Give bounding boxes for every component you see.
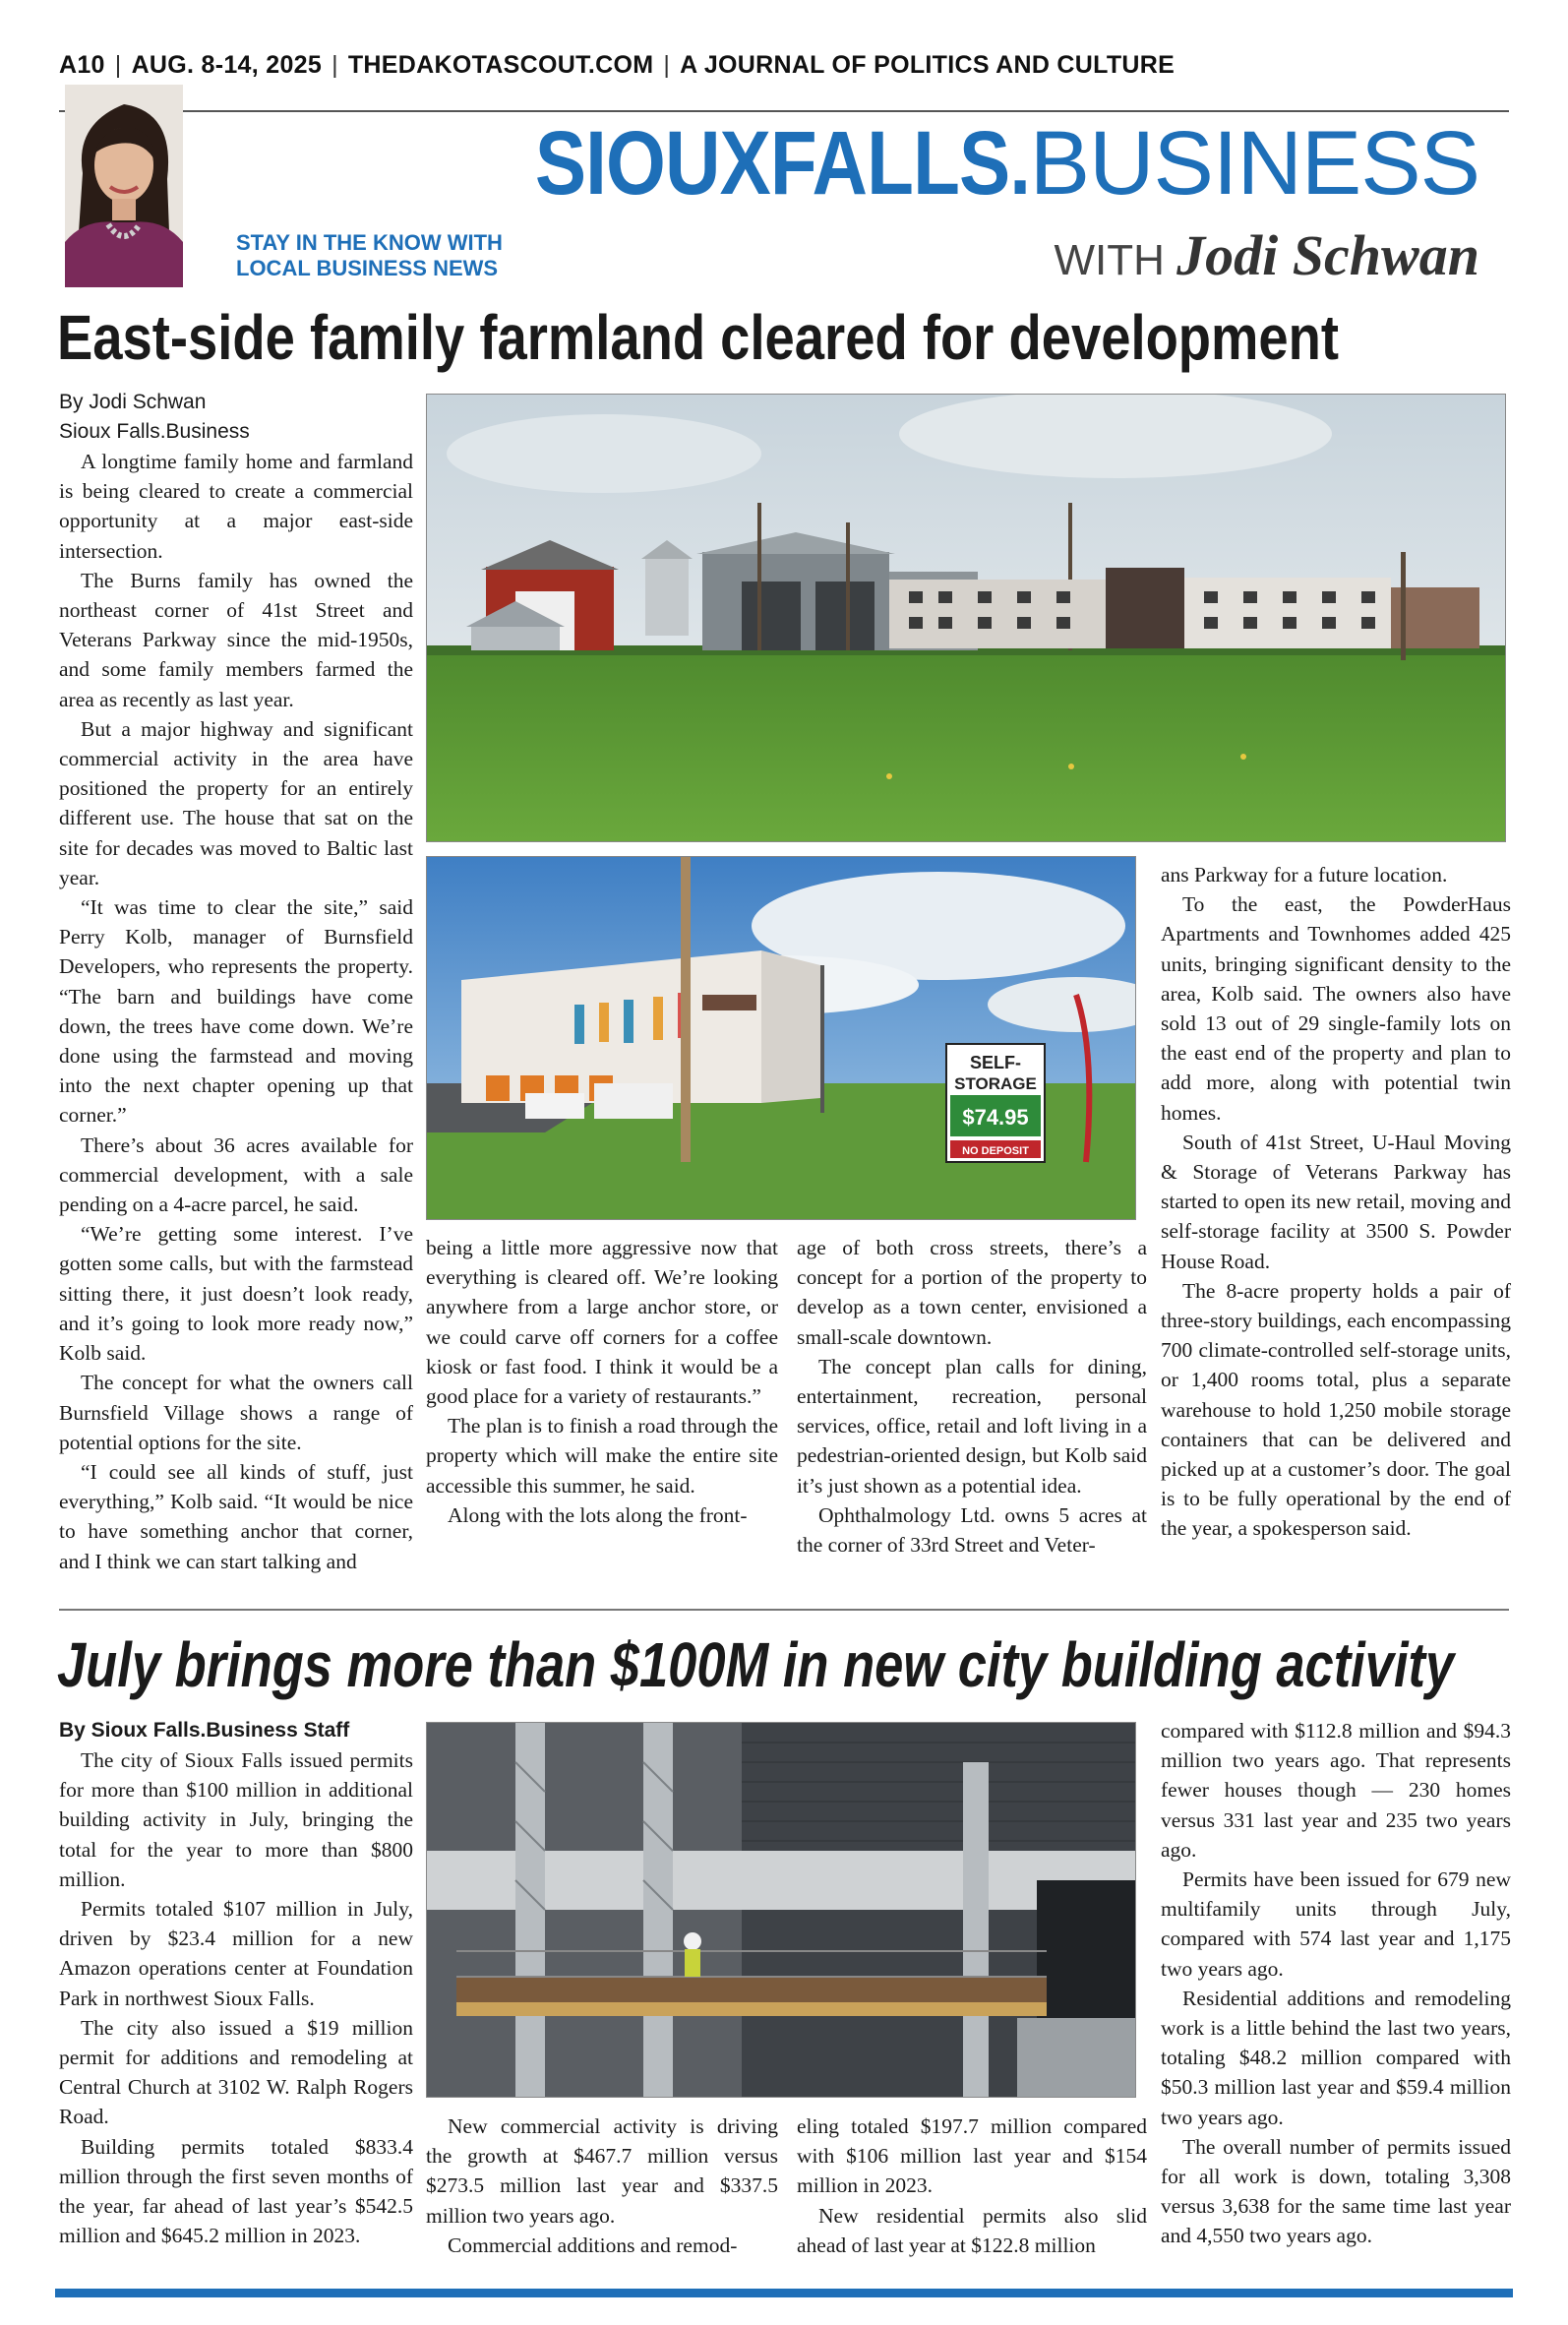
paragraph: But a major highway and significant commercial activity in the area have positioned the property for an entirely different use. The house that sat on the site for decades was moved to Baltic last year. bbox=[59, 716, 413, 889]
paragraph: Residential additions and remodeling work is a little behind the last two years, totaling $48.2 million compared with $50.3 million last year and $59.4 million two years ago. bbox=[1161, 1986, 1511, 2129]
bottom-rule bbox=[55, 2289, 1513, 2297]
paragraph: Along with the lots along the front- bbox=[448, 1502, 748, 1527]
brand-thin: BUSINESS bbox=[1029, 113, 1479, 214]
issue-date: AUG. 8-14, 2025 bbox=[131, 51, 323, 79]
publication-tagline: A JOURNAL OF POLITICS AND CULTURE bbox=[680, 51, 1176, 79]
byline-name: By Jodi Schwan bbox=[59, 391, 207, 413]
paragraph: being a little more aggressive now that everything is cleared off. We’re looking anywhere from a large anchor store, or we could carve off corners for a coffee kiosk or fast food. I think it would be a good place for a variety of restaurants.” bbox=[426, 1236, 778, 1409]
article-2-headline: July brings more than $100M in new city building activity bbox=[57, 1629, 1455, 1700]
promo-tagline bbox=[236, 230, 503, 281]
paragraph: age of both cross streets, there’s a concept for a portion of the property to develop as a town center, envisioned a small-scale downtown. bbox=[797, 1236, 1147, 1349]
article-2-column-3 bbox=[797, 2111, 1147, 2260]
paragraph: The overall number of permits issued for all work is down, totaling 3,308 versus 3,638 for the same time last year and 4,550 two years ago. bbox=[1161, 2134, 1511, 2248]
article-2-column-2 bbox=[426, 2111, 778, 2260]
article-1-headline: East-side family farmland cleared for development bbox=[57, 302, 1339, 373]
paragraph: Permits totaled $107 million in July, driven by $23.4 million for a new Amazon operations center at Foundation Park in northwest Sioux Falls. bbox=[59, 1897, 413, 2010]
paragraph: The city of Sioux Falls issued permits for more than $100 million in additional building activity in July, bringing the total for the year to more than $800 million. bbox=[59, 1748, 413, 1891]
paragraph: Building permits totaled $833.4 million through the first seven months of the year, far ahead of last year’s $542.5 million and $645.2 million in 2023. bbox=[59, 2134, 413, 2248]
paragraph: The concept plan calls for dining, entertainment, recreation, personal services, office, retail and loft living in a pedestrian-oriented design, but Kolb said it’s just shown as a potential idea. bbox=[797, 1354, 1147, 1498]
sign-line-1: SELF- bbox=[970, 1053, 1021, 1072]
article-1-column-1 bbox=[59, 388, 413, 1576]
article-1-byline bbox=[59, 388, 413, 447]
paragraph: ans Parkway for a future location. bbox=[1161, 863, 1448, 887]
columnist-signature: Jodi Schwan bbox=[1176, 223, 1479, 287]
paragraph: The city also issued a $19 million permit for additions and remodeling at Central Church at 3102 W. Ralph Rogers Road. bbox=[59, 2015, 413, 2129]
paragraph: The concept for what the owners call Burnsfield Village shows a range of potential options for the site. bbox=[59, 1371, 413, 1454]
sign-line-2: STORAGE bbox=[954, 1074, 1037, 1093]
site-link[interactable]: THEDAKOTASCOUT.COM bbox=[347, 51, 654, 79]
paragraph: A longtime family home and farmland is being cleared to create a commercial opportunity at a major east-side intersection. bbox=[59, 450, 413, 563]
article-2-column-4 bbox=[1161, 1716, 1511, 2251]
article-1-column-4 bbox=[1161, 860, 1511, 1544]
paragraph: New commercial activity is driving the growth at $467.7 million versus $273.5 million last year and $337.5 million two years ago. bbox=[426, 2114, 778, 2228]
section-rule bbox=[59, 1609, 1509, 1611]
paragraph: The plan is to finish a road through the property which will make the entire site accessible this summer, he said. bbox=[426, 1414, 778, 1498]
folio-line: A10 | AUG. 8-14, 2025 | THEDAKOTASCOUT.COM | A JOURNAL OF POLITICS AND CULTURE bbox=[59, 51, 1176, 79]
byline-staff: By Sioux Falls.Business Staff bbox=[59, 1719, 350, 1742]
columnist-credit bbox=[1055, 222, 1479, 288]
article-1-column-3 bbox=[797, 1233, 1147, 1560]
article-2-byline bbox=[59, 1716, 413, 1745]
article-2-column-1 bbox=[59, 1716, 413, 2250]
paragraph: Commercial additions and remod- bbox=[448, 2233, 738, 2257]
paragraph: The Burns family has owned the northeast corner of 41st Street and Veterans Parkway since the mid-1950s, and some family members farmed the area as recently as last year. bbox=[59, 568, 413, 711]
columnist-portrait bbox=[65, 85, 183, 287]
sign-footer: NO DEPOSIT bbox=[962, 1145, 1029, 1157]
paragraph: “We’re getting some interest. I’ve gotten some calls, but with the farmstead sitting there, it just doesn’t look ready, and it’s going to look more ready now,” Kolb said. bbox=[59, 1222, 413, 1366]
page-number: A10 bbox=[59, 51, 105, 79]
construction-photo bbox=[426, 1722, 1136, 2098]
paragraph: South of 41st Street, U-Haul Moving & Storage of Veterans Parkway has started to open its new retail, moving and self-storage facility at 3500 S. Powder House Road. bbox=[1161, 1130, 1511, 1273]
self-storage-photo bbox=[426, 856, 1136, 1220]
top-rule bbox=[59, 110, 1509, 112]
sign-price: $74.95 bbox=[962, 1105, 1029, 1130]
paragraph: Permits have been issued for 679 new multifamily units through July, compared with 574 last year and 1,175 two years ago. bbox=[1161, 1867, 1511, 1981]
paragraph: New residential permits also slid ahead of last year at $122.8 million bbox=[797, 2203, 1147, 2257]
brand-wordmark bbox=[448, 113, 1479, 214]
byline-org: Sioux Falls.Business bbox=[59, 420, 250, 443]
paragraph: “I could see all kinds of stuff, just everything,” Kolb said. “It would be nice to have something anchor that corner, and I think we can start talking and bbox=[59, 1459, 413, 1573]
article-1-column-2 bbox=[426, 1233, 778, 1530]
paragraph: To the east, the PowderHaus Apartments and Townhomes added 425 units, bringing significant density to the area, Kolb said. The owners also have sold 13 out of 29 single-family lots on the east end of the property and plan to add more, along with potential twin homes. bbox=[1161, 892, 1511, 1125]
paragraph: There’s about 36 acres available for commercial development, with a sale pending on a 4-acre parcel, he said. bbox=[59, 1132, 413, 1217]
promo-line-2: LOCAL BUSINESS NEWS bbox=[236, 256, 499, 280]
with-label: WITH bbox=[1054, 236, 1165, 284]
promo-line-1: STAY IN THE KNOW WITH bbox=[236, 230, 503, 255]
paragraph: compared with $112.8 million and $94.3 million two years ago. That represents fewer houses though — 230 homes versus 331 last year and 235 two years ago. bbox=[1161, 1719, 1511, 1862]
paragraph: eling totaled $197.7 million compared with $106 million last year and $154 million in 2023. bbox=[797, 2114, 1147, 2198]
paragraph: The 8-acre property holds a pair of three-story buildings, each encompassing 700 climate-controlled self-storage units, or 1,400 rooms total, plus a separate warehouse to hold 1,250 mobile storage containers that can be delivered and picked up at a customer’s door. The goal is to be fully operational by the end of the year, a spokesperson said. bbox=[1161, 1278, 1511, 1541]
brand-bold: SIOUXFALLS. bbox=[534, 113, 1030, 214]
farmland-photo bbox=[426, 394, 1506, 842]
paragraph: “It was time to clear the site,” said Perry Kolb, manager of Burnsfield Developers, who represents the property. “The barn and buildings have come down, the trees have come down. We’re done using the farmstead and moving into the next chapter opening up that corner.” bbox=[59, 895, 413, 1128]
paragraph: Ophthalmology Ltd. owns 5 acres at the corner of 33rd Street and Veter- bbox=[797, 1502, 1147, 1558]
